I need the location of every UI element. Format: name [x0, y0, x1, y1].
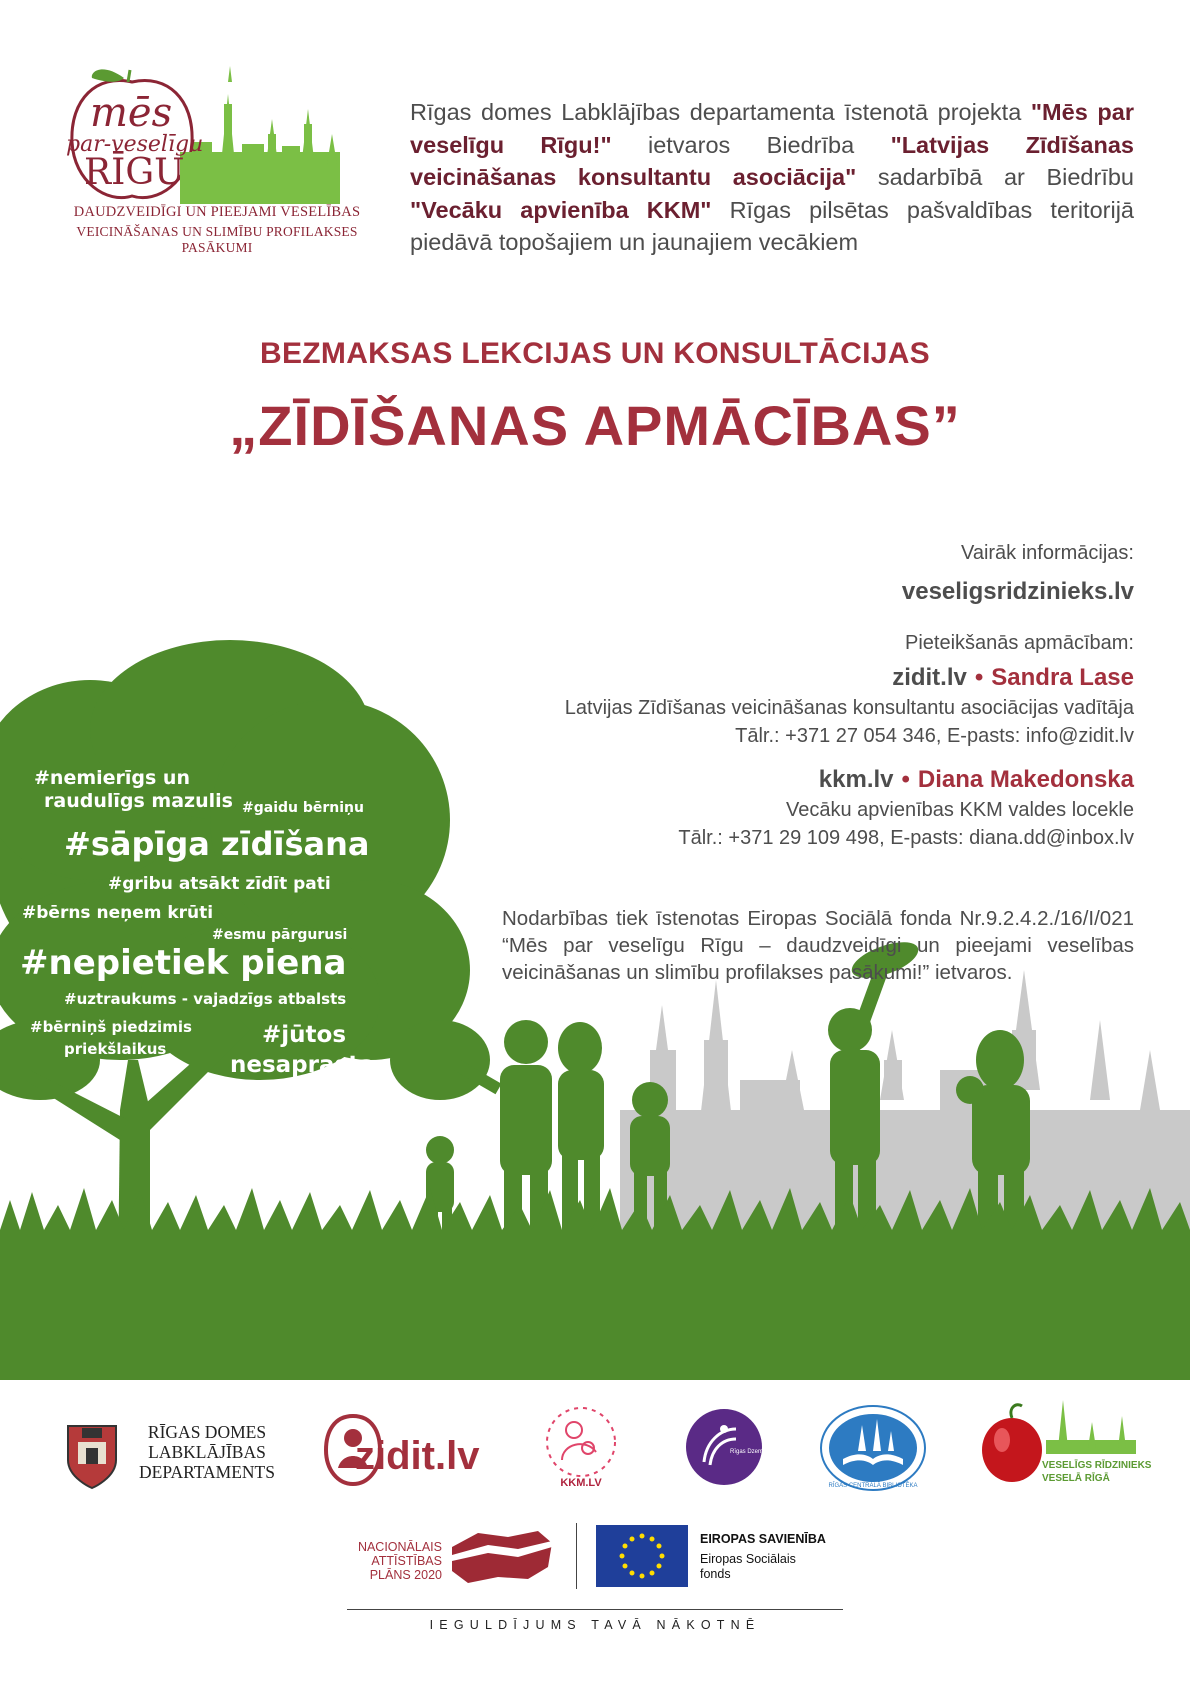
zidit-logo-text: zidit.lv	[355, 1434, 480, 1478]
kkm-logo-text: KKM.LV	[560, 1477, 602, 1489]
healthy-rigan-line-1: VESELĪGS RĪDZINIEKS	[1042, 1460, 1152, 1471]
hashtag-restless: #nemierīgs un	[34, 767, 190, 789]
birth-house-logo-text: Rīgas Dzemdību Nams	[730, 1449, 793, 1455]
headline-title: „ZĪDĪŠANAS APMĀCĪBAS”	[229, 394, 961, 457]
library-logo-icon	[818, 1403, 928, 1493]
hashtag-restart: #gribu atsākt zīdīt pati	[108, 874, 331, 894]
nap-line-2: ATTĪSTĪBAS	[371, 1554, 442, 1568]
latvia-map-icon	[448, 1527, 558, 1587]
project-logo	[62, 64, 372, 254]
logo-word-par: par-veselīgu	[66, 132, 204, 157]
intro-text-3: sadarbībā ar Biedrību	[856, 164, 1134, 190]
logo-subtitle-1: DAUDZVEIDĪGI UN PIEEJAMI VESELĪBAS	[73, 204, 361, 220]
intro-kkm-name: "Vecāku apvienība KKM"	[410, 196, 712, 223]
bottom-divider	[347, 1609, 843, 1610]
healthy-rigan-logo-icon	[978, 1388, 1152, 1488]
intro-text-4: Rīgas pilsētas pašvaldības teritorijā piedāvā topošajiem un jaunajiem vecākiem	[410, 196, 1134, 255]
hashtag-premature-2: priekšlaikus	[64, 1040, 167, 1058]
hashtag-misunderstood-2: nesaprasta	[230, 1052, 375, 1078]
logo-divider	[576, 1523, 577, 1589]
more-info-label: Vairāk informācijas:	[960, 542, 1134, 564]
birth-house-logo-icon	[684, 1407, 793, 1487]
more-info-site-link[interactable]: veseligsridzinieks.lv	[901, 578, 1134, 605]
eu-title: EIROPAS SAVIENĪBA	[700, 1532, 826, 1546]
contact2-line	[819, 766, 1134, 794]
headline-subtitle: BEZMAKSAS LEKCIJAS UN KONSULTĀCIJAS	[260, 337, 930, 370]
contact1-name: Sandra Lase	[991, 664, 1134, 691]
hashtag-worry: #uztraukums - vajadzīgs atbalsts	[64, 990, 347, 1008]
contact1-role: Latvijas Zīdīšanas veicināšanas konsultantu asociācijas vadītāja	[564, 697, 1134, 719]
zidit-link[interactable]: zidit.lv	[892, 664, 967, 691]
riga-line-3: DEPARTAMENTS	[139, 1462, 275, 1482]
hashtag-low-milk: #nepietiek piena	[20, 943, 347, 983]
hashtag-tired: #esmu pārgurusi	[212, 927, 348, 943]
kkm-link[interactable]: kkm.lv	[818, 766, 894, 793]
kkm-logo-icon	[536, 1400, 626, 1490]
riga-coat-of-arms-icon	[64, 1420, 120, 1490]
intro-text-2: ietvaros Biedrība	[611, 131, 891, 158]
esf-footnote: Nodarbības tiek īstenotas Eiropas Sociālā fonda Nr.9.2.4.2./16/I/021 “Mēs par veselīgu Rīgu – daudzveidīgi un pieejami veselības veicināšanas un slimību profilakses pasākumi!” ietvaros.	[502, 907, 1134, 984]
tree-family-illustration	[0, 640, 1190, 1380]
riga-line-2: LABKLĀJĪBAS	[148, 1442, 266, 1462]
logo-word-mes: mēs	[90, 90, 173, 136]
hashtag-no-latch: #bērns neņem krūti	[22, 903, 214, 923]
riga-welfare-dept-logo	[132, 1422, 282, 1482]
hashtag-misunderstood: #jūtos	[262, 1022, 347, 1048]
hashtag-premature: #bērniņš piedzimis	[30, 1018, 192, 1036]
eu-flag-icon	[596, 1525, 688, 1587]
eu-sub-line-2: fonds	[700, 1567, 731, 1581]
intro-text-1: Rīgas domes Labklājības departamenta īstenotā projekta	[410, 99, 1031, 125]
bullet: •	[901, 766, 910, 793]
logo-word-rigu: RĪGU	[84, 152, 185, 193]
intro-association-name: "Latvijas Zīdīšanas veicināšanas konsultantu asociācija"	[410, 131, 1134, 190]
hashtag-painful: #sāpīga zīdīšana	[64, 825, 370, 863]
national-plan-logo-text	[330, 1540, 442, 1582]
riga-line-1: RĪGAS DOMES	[147, 1422, 267, 1442]
eu-subtitle	[700, 1552, 796, 1582]
contact2-name: Diana Makedonska	[917, 766, 1134, 793]
logo-subtitle-2: VEICINĀŠANAS UN SLIMĪBU PROFILAKSES PASĀKUMI	[76, 224, 358, 255]
contact2-role: Vecāku apvienības KKM valdes locekle	[786, 799, 1134, 821]
hashtag-expecting: #gaidu bērniņu	[242, 800, 364, 816]
bullet: •	[974, 664, 984, 691]
intro-project-name: "Mēs par veselīgu Rīgu!"	[410, 99, 1134, 158]
nap-line-1: NACIONĀLAIS	[357, 1540, 442, 1554]
eu-sub-line-1: Eiropas Sociālais	[700, 1552, 796, 1566]
healthy-rigan-line-2: VESELĀ RĪGĀ	[1042, 1473, 1110, 1484]
hashtag-restless-2: raudulīgs mazulis	[44, 790, 233, 812]
contact2-phone: Tālr.: +371 29 109 498, E-pasts: diana.dd@inbox.lv	[678, 827, 1134, 849]
contact1-line	[892, 664, 1134, 692]
library-logo-text: RĪGAS CENTRĀLĀ BIBLIOTĒKA	[828, 1483, 918, 1489]
nap-line-3: PLĀNS 2020	[369, 1568, 442, 1582]
apply-label: Pieteikšanās apmācībam:	[904, 632, 1134, 654]
intro-paragraph	[410, 96, 1134, 259]
contact1-phone: Tālr.: +371 27 054 346, E-pasts: info@zidit.lv	[735, 725, 1134, 747]
investment-tagline: IEGULDĪJUMS TAVĀ NĀKOTNĒ	[429, 1618, 761, 1632]
